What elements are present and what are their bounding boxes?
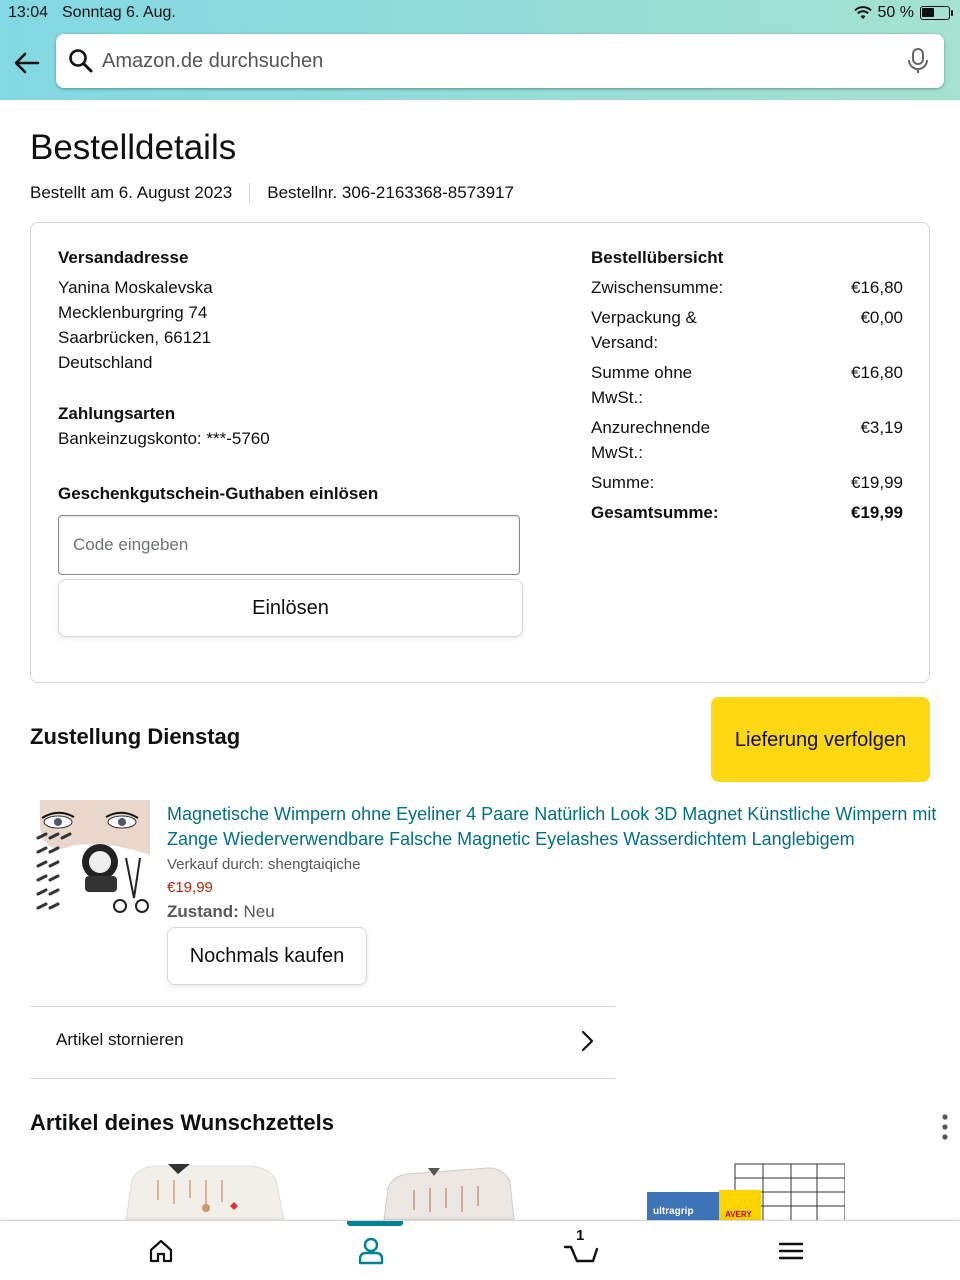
status-time: 13:04 xyxy=(8,4,49,21)
status-date: Sonntag 6. Aug. xyxy=(62,4,176,21)
bottom-navigation xyxy=(0,1220,960,1280)
wishlist-item-labels[interactable] xyxy=(645,1160,845,1220)
product-price: €19,99 xyxy=(167,879,213,896)
product-seller: Verkauf durch: shengtaiqiche xyxy=(167,856,361,873)
address-line: Saarbrücken, 66121 xyxy=(58,328,212,347)
summary-row xyxy=(591,470,903,495)
status-right xyxy=(854,4,950,22)
search-icon xyxy=(68,48,94,74)
battery-icon xyxy=(920,6,950,20)
nav-home[interactable] xyxy=(101,1221,221,1280)
summary-row xyxy=(591,275,903,300)
search-input[interactable] xyxy=(102,44,882,78)
product-condition xyxy=(167,902,937,922)
wishlist-item-jewelry-case[interactable] xyxy=(118,1160,288,1220)
search-bar[interactable] xyxy=(56,34,944,88)
summary-value: €0,00 xyxy=(860,308,903,327)
summary-value: €16,80 xyxy=(851,278,903,297)
address-line: Yanina Moskalevska xyxy=(58,278,213,297)
product-details xyxy=(167,802,937,922)
summary-row xyxy=(591,305,903,355)
cancel-items-label: Artikel stornieren xyxy=(56,1030,184,1049)
labels-brand-avery: AVERY xyxy=(725,1210,752,1219)
payment-heading: Zahlungsarten xyxy=(58,404,176,423)
order-meta xyxy=(30,183,514,203)
order-date: Bestellt am 6. August 2023 xyxy=(30,183,233,202)
nav-account[interactable] xyxy=(311,1221,431,1280)
order-info-card xyxy=(30,222,930,683)
summary-heading: Bestellübersicht xyxy=(591,248,724,267)
total-label: Gesamtsumme: xyxy=(591,503,719,522)
summary-value: €3,19 xyxy=(860,418,903,437)
back-arrow-icon[interactable] xyxy=(12,48,42,78)
condition-value: Neu xyxy=(243,902,275,921)
chevron-right-icon xyxy=(579,1029,595,1053)
nav-menu[interactable] xyxy=(731,1221,851,1280)
summary-value: €19,99 xyxy=(851,473,903,492)
status-bar xyxy=(0,0,960,26)
cancel-items-row[interactable] xyxy=(30,1007,615,1078)
wishlist-item-jewelry-box[interactable] xyxy=(378,1160,518,1220)
summary-row xyxy=(591,360,903,410)
summary-row xyxy=(591,415,903,465)
battery-percent: 50 % xyxy=(877,4,914,21)
delivery-title: Zustellung Dienstag xyxy=(30,724,241,749)
wishlist-title: Artikel deines Wunschzettels xyxy=(30,1110,335,1135)
menu-icon xyxy=(778,1241,804,1261)
labels-brand-ultragrip: ultragrip xyxy=(653,1206,694,1217)
payment-method: Bankeinzugskonto: ***-5760 xyxy=(58,429,270,448)
shipping-heading: Versandadresse xyxy=(58,248,189,267)
cart-count-badge: 1 xyxy=(576,1227,585,1244)
summary-label: Summe: xyxy=(591,473,655,492)
track-package-button[interactable]: Lieferung verfolgen xyxy=(711,697,930,782)
product-image[interactable] xyxy=(30,800,152,920)
gift-code-input[interactable] xyxy=(59,516,519,574)
summary-label: Anzurechnende MwSt.: xyxy=(591,418,711,462)
order-number: Bestellnr. 306-2163368-8573917 xyxy=(267,183,514,202)
summary-value: €16,80 xyxy=(851,363,903,382)
address-line: Deutschland xyxy=(58,353,153,372)
condition-label: Zustand: xyxy=(167,902,239,921)
product-title-link[interactable]: Magnetische Wimpern ohne Eyeliner 4 Paare Natürlich Look 3D Magnet Künstliche Wimpern mit Zange Wiederverwendbare Falsche Magnetic Eyelashes Wasserdichtem Langlebigem xyxy=(167,804,937,849)
meta-divider xyxy=(249,183,250,203)
summary-label: Zwischensumme: xyxy=(591,278,724,297)
address-line: Mecklenburgring 74 xyxy=(58,303,208,322)
nav-cart[interactable] xyxy=(521,1221,641,1280)
page-title: Bestelldetails xyxy=(30,128,237,167)
divider xyxy=(30,1078,615,1079)
summary-total-row xyxy=(591,500,903,525)
microphone-icon[interactable] xyxy=(906,48,930,74)
more-options-icon[interactable] xyxy=(938,1112,952,1142)
redeem-button[interactable]: Einlösen xyxy=(58,579,523,637)
header xyxy=(0,0,960,100)
address-payment-column xyxy=(58,245,528,506)
user-icon xyxy=(358,1237,384,1265)
order-summary xyxy=(591,245,903,530)
gift-heading: Geschenkgutschein-Guthaben einlösen xyxy=(58,484,379,503)
buy-again-button[interactable]: Nochmals kaufen xyxy=(167,927,367,985)
home-icon xyxy=(148,1239,174,1263)
wifi-icon xyxy=(854,6,872,20)
gift-code-field[interactable] xyxy=(58,515,520,575)
summary-label: Summe ohne MwSt.: xyxy=(591,363,693,407)
total-value: €19,99 xyxy=(851,503,903,522)
summary-label: Verpackung & Versand: xyxy=(591,308,697,352)
shipping-address xyxy=(58,275,528,375)
